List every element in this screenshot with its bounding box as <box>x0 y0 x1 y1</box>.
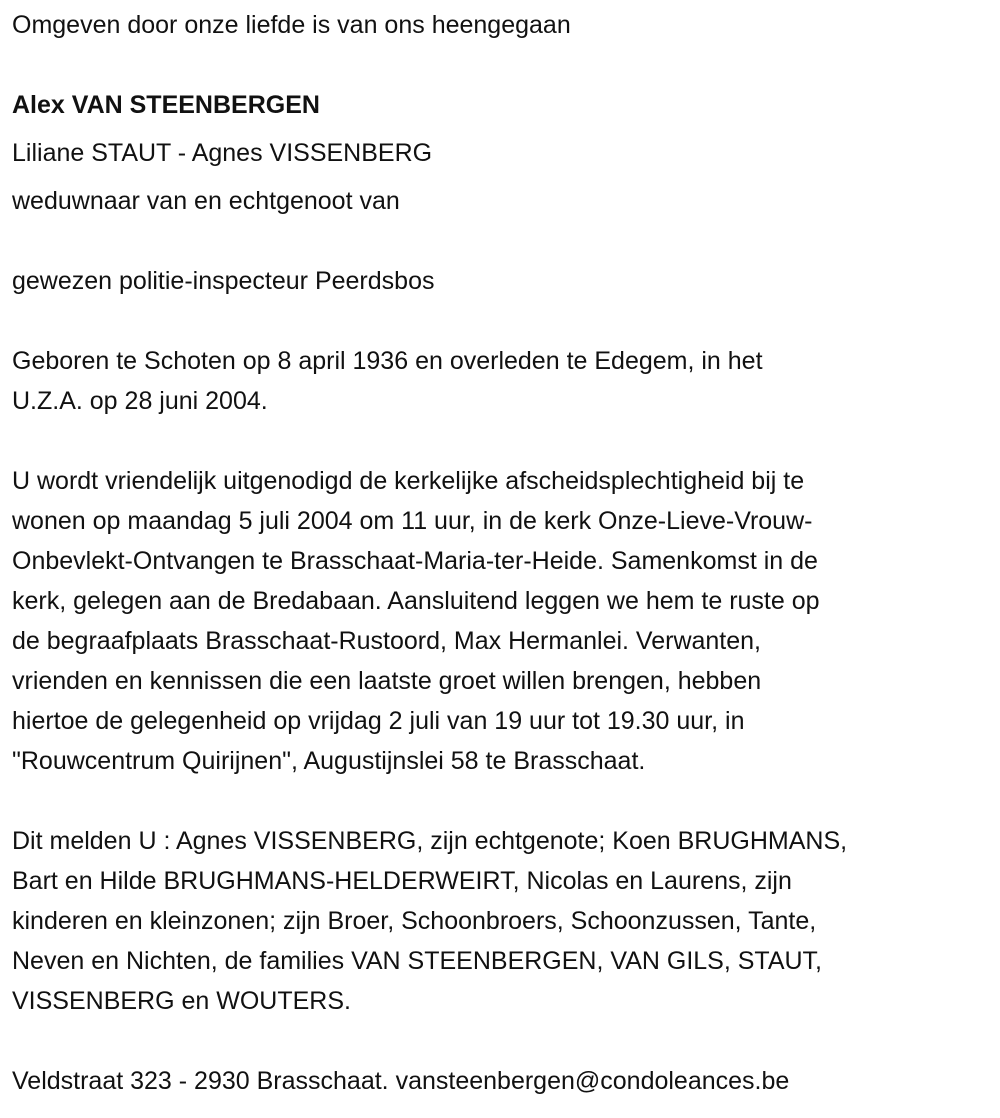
invitation-line: Onbevlekt-Ontvangen te Brasschaat-Maria-ter-Heide. Samenkomst in de <box>12 547 818 575</box>
profession-line: gewezen politie-inspecteur Peerdsbos <box>12 267 435 295</box>
birth-death-line: U.Z.A. op 28 juni 2004. <box>12 387 268 415</box>
intro-line: Omgeven door onze liefde is van ons heengegaan <box>12 11 571 39</box>
spouses-line: Liliane STAUT - Agnes VISSENBERG <box>12 139 433 167</box>
invitation-line: vrienden en kennissen die een laatste groet willen brengen, hebben <box>12 667 762 695</box>
relation-line: weduwnaar van en echtgenoot van <box>12 187 400 215</box>
address-line: Veldstraat 323 - 2930 Brasschaat. vansteenbergen@condoleances.be <box>12 1067 790 1095</box>
announcers-line: Bart en Hilde BRUGHMANS-HELDERWEIRT, Nicolas en Laurens, zijn <box>12 867 792 895</box>
invitation-line: wonen op maandag 5 juli 2004 om 11 uur, in de kerk Onze-Lieve-Vrouw- <box>12 507 813 535</box>
announcers-line: Neven en Nichten, de families VAN STEENBERGEN, VAN GILS, STAUT, <box>12 947 822 975</box>
birth-death-line: Geboren te Schoten op 8 april 1936 en overleden te Edegem, in het <box>12 347 763 375</box>
announcers-line: kinderen en kleinzonen; zijn Broer, Schoonbroers, Schoonzussen, Tante, <box>12 907 817 935</box>
invitation-line: "Rouwcentrum Quirijnen", Augustijnslei 58 te Brasschaat. <box>12 747 646 775</box>
invitation-line: kerk, gelegen aan de Bredabaan. Aansluitend leggen we hem te ruste op <box>12 587 820 615</box>
announcers-line: Dit melden U : Agnes VISSENBERG, zijn echtgenote; Koen BRUGHMANS, <box>12 827 848 855</box>
deceased-name: Alex VAN STEENBERGEN <box>12 91 320 119</box>
invitation-line: de begraafplaats Brasschaat-Rustoord, Max Hermanlei. Verwanten, <box>12 627 761 655</box>
invitation-line: U wordt vriendelijk uitgenodigd de kerkelijke afscheidsplechtigheid bij te <box>12 467 805 495</box>
announcers-line: VISSENBERG en WOUTERS. <box>12 987 351 1015</box>
invitation-line: hiertoe de gelegenheid op vrijdag 2 juli van 19 uur tot 19.30 uur, in <box>12 707 745 735</box>
